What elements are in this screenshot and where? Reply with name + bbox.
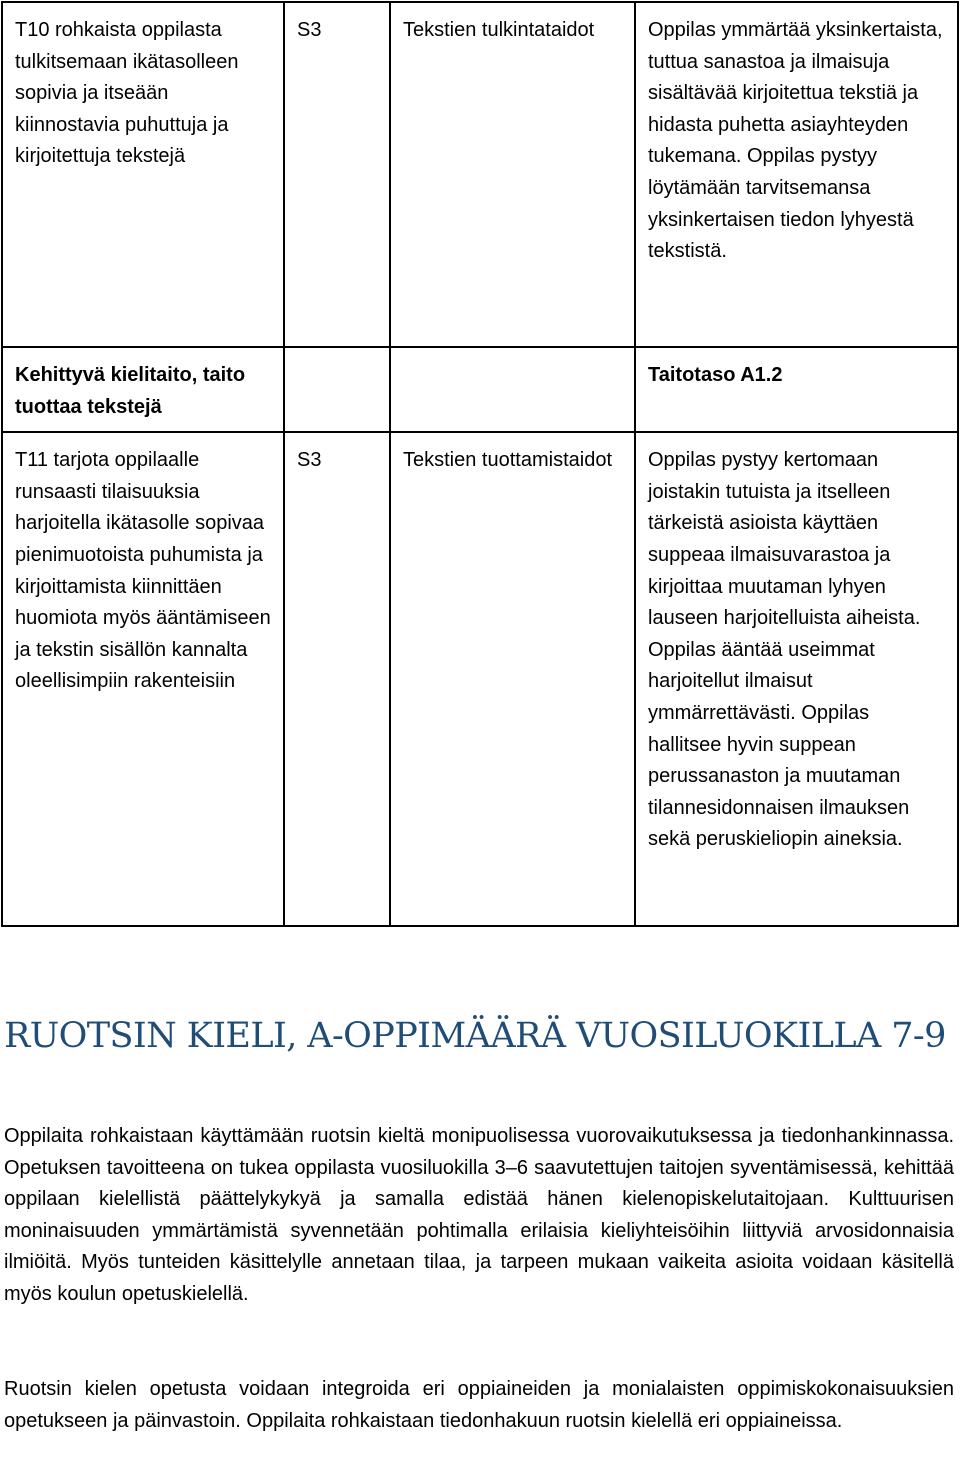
body-paragraph: Oppilaita rohkaistaan käyttämään ruotsin kieltä monipuolisessa vuorovaikutuksessa ja tiedonhankinnassa. Opetuksen tavoitteena on tukea oppilasta vuosiluokilla 3–6 saavutettujen taitojen syventämisessä, kehittää oppilaan kielellistä päättelykykyä ja samalla edistää hänen kielenopiskelutaitojaan. Kulttuurisen moninaisuuden ymmärtämistä syvennetään pohtimalla erilaisia kieliyhteisöihin liittyviä arvosidonnaisia ilmiöitä. Myös tunteiden käsittelylle annetaan tilaa, ja tarpeen mukaan vaikeita asioita voidaan käsitellä myös koulun opetuskielellä. xyxy=(4,1125,954,1305)
skill-cell xyxy=(390,432,635,926)
table-row xyxy=(2,2,958,347)
body-paragraph: Ruotsin kielen opetusta voidaan integroida eri oppiaineiden ja monialaisten oppimiskokonaisuuksien opetukseen ja päinvastoin. Oppilaita rohkaistaan tiedonhakuun ruotsin kielellä eri oppiaineissa. xyxy=(4,1378,954,1432)
section-heading: RUOTSIN KIELI, A-OPPIMÄÄRÄ VUOSILUOKILLA 7-9 xyxy=(4,1016,946,1056)
curriculum-table xyxy=(1,1,959,927)
criteria-cell xyxy=(635,347,958,432)
goal-text: T10 rohkaista oppilasta tulkitsemaan ikätasolleen sopivia ja itseään kiinnostavia puhuttuja ja kirjoitettuja tekstejä xyxy=(15,19,239,168)
skill-text: Tekstien tulkintataidot xyxy=(403,19,595,41)
category-heading: Kehittyvä kielitaito, taito tuottaa tekstejä xyxy=(15,364,246,418)
table-row xyxy=(2,432,958,926)
goal-text: T11 tarjota oppilaalle runsaasti tilaisuuksia harjoitella ikätasolle sopivaa pienimuotoista puhumista ja kirjoittamista kiinnittäen huomiota myös ääntämiseen ja tekstin sisällön kannalta oleellisimpiin rakenteisiin xyxy=(15,449,271,693)
content-area-text: S3 xyxy=(297,19,322,41)
content-area-cell xyxy=(284,2,390,347)
skill-cell xyxy=(390,2,635,347)
skill-cell xyxy=(390,347,635,432)
criteria-text: Oppilas ymmärtää yksinkertaista, tuttua sanastoa ja ilmaisuja sisältävää kirjoitettua tekstiä ja hidasta puhetta asiayhteyden tukemana. Oppilas pystyy löytämään tarvitsemansa yksinkertaisen tiedon lyhyestä tekstistä. xyxy=(648,19,943,263)
skill-text: Tekstien tuottamistaidot xyxy=(403,449,612,472)
criteria-text: Oppilas pystyy kertomaan joistakin tutuista ja itselleen tärkeistä asioista käyttäen suppeaa ilmaisuvarastoa ja kirjoittaa muutaman lyhyen lauseen harjoitelluista aiheista. Oppilas ääntää useimmat harjoitellut ilmaisut ymmärrettävästi. Oppilas hallitsee hyvin suppean perussanaston ja muutaman tilannesidonnaisen ilmauksen sekä peruskieliopin aineksia. xyxy=(648,449,921,851)
proficiency-level-heading: Taitotaso A1.2 xyxy=(648,364,783,386)
content-area-cell xyxy=(284,347,390,432)
content-area-text: S3 xyxy=(297,449,322,472)
content-area-cell xyxy=(284,432,390,926)
criteria-cell xyxy=(635,432,958,926)
criteria-cell xyxy=(635,2,958,347)
goal-cell xyxy=(2,432,284,926)
goal-cell xyxy=(2,2,284,347)
goal-cell xyxy=(2,347,284,432)
table-row xyxy=(2,347,958,432)
